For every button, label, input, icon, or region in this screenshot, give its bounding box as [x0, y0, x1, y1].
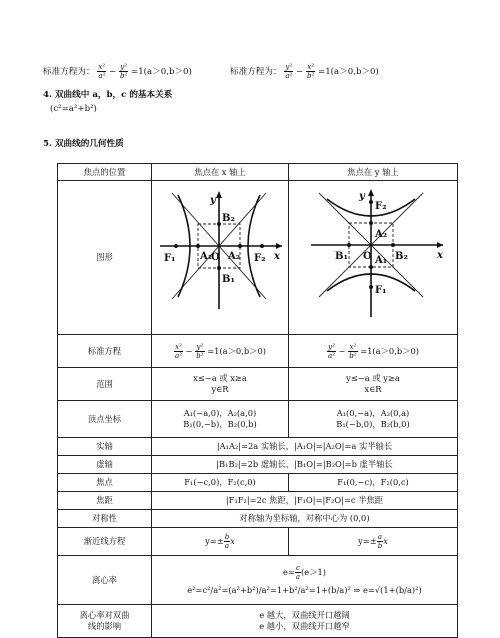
- table-row-focus: [58, 474, 458, 492]
- asymptote-label: 渐近线方程: [58, 528, 152, 556]
- table-row-eccentricity: [58, 556, 458, 605]
- std-eq-line-y: 标准方程为： $\frac{\text{y²}}{\text{a²}}$ − $\frac{\text{x²}}{\text{b²}}$ =1(a＞0,b＞0): [230, 63, 379, 80]
- vertex-left: [152, 401, 289, 438]
- fraction-x2-a2: $\frac{\text{x²}}{\text{a²}}$: [175, 342, 183, 360]
- point-A2: [238, 244, 242, 248]
- label-O: O: [210, 252, 220, 263]
- std-eq-right-cond: =1(a＞0,b＞0): [360, 345, 419, 356]
- asymptote-right: y=± $\frac{a}{b}$ x: [289, 528, 458, 556]
- focal-label: 焦距: [58, 492, 152, 510]
- real-axis-label: 实轴: [58, 438, 152, 456]
- point-B1: [347, 243, 351, 247]
- point-B2: [217, 222, 221, 226]
- range-right-line2: x∈R: [364, 384, 382, 394]
- label-A2: A₂: [374, 229, 387, 240]
- focus-label: 焦点: [58, 474, 152, 492]
- ecc-line1-prefix: e=: [282, 567, 295, 577]
- section-4-formula: (c²=a²+b²): [50, 104, 97, 114]
- eccentricity-formula: [152, 556, 458, 605]
- hyperbola-y-axis-figure: [291, 181, 456, 331]
- fraction-x2-b2: $\frac{\text{x²}}{\text{b²}}$: [306, 63, 315, 80]
- std-eq-cond-x: =1(a＞0,b＞0): [131, 67, 192, 77]
- point-B2: [391, 243, 395, 247]
- hyperbola-properties-table: [57, 163, 458, 638]
- std-eq-left: $\frac{\text{x²}}{\text{a²}}$ − $\frac{\text{y²}}{\text{b²}}$ =1(a＞0,b＞0): [152, 335, 289, 368]
- hyperbola-x-axis-figure: [154, 181, 287, 331]
- label-B1: B₁: [334, 251, 348, 262]
- focal-text: |F₁F₂|=2c 焦距，|F₁O|=|F₂O|=c 半焦距: [152, 492, 458, 510]
- point-F1: [369, 285, 373, 289]
- effect-label-line2: 线的影响: [87, 621, 122, 631]
- imag-axis-text: |B₁B₂|=2b 虚轴长，|B₁O|=|B₂O|=b 虚半轴长: [152, 456, 458, 474]
- vertex-left-line1: A₁(−a,0)，A₂(a,0): [183, 408, 257, 418]
- eccentricity-label: 离心率: [58, 556, 152, 605]
- x-axis-arrow: [276, 243, 282, 249]
- label-B1: B₁: [221, 274, 235, 285]
- header-y-axis: 焦点在 y 轴上: [289, 164, 458, 181]
- label-O: O: [362, 251, 372, 262]
- range-right: [289, 368, 458, 401]
- vertex-right-line1: A₁(0,−a)，A₂(0,a): [336, 408, 410, 418]
- symmetry-label: 对称性: [58, 510, 152, 528]
- asymptote-left-prefix: y=±: [205, 536, 224, 546]
- point-B1: [217, 266, 221, 270]
- range-label: 范围: [58, 368, 152, 401]
- point-F2: [369, 200, 373, 204]
- label-x: x: [436, 250, 443, 261]
- effect-text: [152, 605, 458, 638]
- section-5-title: 5. 双曲线的几何性质: [43, 139, 124, 149]
- figure-left-cell: [152, 181, 289, 335]
- range-right-line1: y≤−a 或 y≥a: [346, 373, 400, 383]
- ecc-line1-suffix: (e＞1): [301, 567, 327, 577]
- eccentricity-line1: [154, 564, 455, 581]
- label-F2: F₂: [253, 253, 265, 264]
- std-eq-label-x: 标准方程为：: [43, 67, 95, 77]
- std-eq-left-cond: =1(a＞0,b＞0): [207, 345, 266, 356]
- vertex-label: 顶点坐标: [58, 401, 152, 438]
- range-left-line1: x≤−a 或 x≥a: [193, 373, 247, 383]
- header-position: 焦点的位置: [58, 164, 152, 181]
- label-y: y: [209, 195, 216, 206]
- vertex-right: [289, 401, 458, 438]
- label-A2: A₂: [227, 251, 240, 262]
- table-row-asymptote: [58, 528, 458, 556]
- std-eq-line-x: 标准方程为： $\frac{\text{x²}}{\text{a²}}$ − $\frac{\text{y²}}{\text{b²}}$ =1(a＞0,b＞0): [43, 63, 192, 80]
- label-F1: F₁: [374, 285, 386, 296]
- y-axis-arrow: [216, 191, 222, 198]
- label-F2: F₂: [374, 201, 386, 212]
- effect-line2: e 越小，双曲线开口越窄: [259, 621, 350, 631]
- effect-label-line1: 离心率对双曲: [79, 610, 130, 620]
- focus-left: F₁(−c,0)，F₂(c,0): [152, 474, 289, 492]
- label-y: y: [358, 191, 365, 202]
- range-left-line2: y∈R: [211, 384, 229, 394]
- table-row-real-axis: [58, 438, 458, 456]
- x-axis-arrow: [437, 242, 443, 248]
- point-A1: [369, 265, 373, 269]
- asymptote-left: y=± $\frac{b}{a}$ x: [152, 528, 289, 556]
- std-eq-right: $\frac{\text{y²}}{\text{a²}}$ − $\frac{\text{x²}}{\text{b²}}$ =1(a＞0,b＞0): [289, 335, 458, 368]
- symmetry-text: 对称轴为坐标轴，对称中心为 (0,0): [152, 510, 458, 528]
- point-A1: [196, 244, 200, 248]
- label-F1: F₁: [163, 253, 175, 264]
- table-row-imag-axis: [58, 456, 458, 474]
- vertex-right-line2: B₁(−b,0)，B₂(b,0): [336, 419, 410, 429]
- fraction-y2-b2: $\frac{\text{y²}}{\text{b²}}$: [119, 63, 128, 80]
- vertex-left-line2: B₁(0,−b)，B₂(0,b): [183, 419, 257, 429]
- table-row-figure: [58, 181, 458, 335]
- label-B2: B₂: [394, 251, 408, 262]
- table-row-vertex: [58, 401, 458, 438]
- real-axis-text: |A₁A₂|=2a 实轴长，|A₁O|=|A₂O|=a 实半轴长: [152, 438, 458, 456]
- label-x: x: [273, 251, 280, 262]
- effect-line1: e 越大，双曲线开口越阔: [259, 610, 350, 620]
- header-x-axis: 焦点在 x 轴上: [152, 164, 289, 181]
- eccentricity-line2: e²=c²/a²=(a²+b²)/a²=1+b²/a²=1+(b/a)² ⇒ e=√(1+(b/a)²): [187, 585, 422, 595]
- focus-right: F₁(0,−c)，F₂(0,c): [289, 474, 458, 492]
- fraction-a-b: $\frac{a}{b}$: [377, 533, 383, 550]
- table-row-symmetry: [58, 510, 458, 528]
- table-row-range: [58, 368, 458, 401]
- imag-axis-label: 虚轴: [58, 456, 152, 474]
- point-F1: [174, 244, 178, 248]
- table-row-std-eq: [58, 335, 458, 368]
- label-A1: A₁: [374, 255, 387, 266]
- figure-right-cell: [289, 181, 458, 335]
- fraction-x2-a2: $\frac{\text{x²}}{\text{a²}}$: [98, 63, 106, 80]
- table-row-effect: [58, 605, 458, 638]
- fraction-b-a: $\frac{b}{a}$: [224, 533, 230, 550]
- point-F2: [260, 244, 264, 248]
- std-eq-cond-y: =1(a＞0,b＞0): [318, 67, 379, 77]
- std-eq-label-y: 标准方程为：: [230, 67, 282, 77]
- table-row-focal: [58, 492, 458, 510]
- fraction-y2-a2: $\frac{\text{y²}}{\text{a²}}$: [285, 63, 293, 80]
- fraction-c-a: $\frac{c}{a}$: [295, 564, 301, 581]
- y-axis-arrow: [368, 189, 374, 196]
- asymptote-right-prefix: y=±: [358, 536, 377, 546]
- range-left: [152, 368, 289, 401]
- table-header-row: [58, 164, 458, 181]
- std-eq-label: 标准方程: [58, 335, 152, 368]
- label-A1: A₁: [199, 251, 212, 262]
- effect-label: [58, 605, 152, 638]
- section-4-title: 4. 双曲线中 a，b，c 的基本关系: [43, 90, 173, 100]
- figure-label: 图形: [58, 181, 152, 335]
- fraction-y2-a2: $\frac{\text{y²}}{\text{a²}}$: [328, 342, 336, 360]
- point-A2: [369, 221, 373, 225]
- fraction-x2-b2: $\frac{\text{x²}}{\text{b²}}$: [349, 342, 357, 360]
- fraction-y2-b2: $\frac{\text{y²}}{\text{b²}}$: [196, 342, 204, 360]
- label-B2: B₂: [221, 213, 235, 224]
